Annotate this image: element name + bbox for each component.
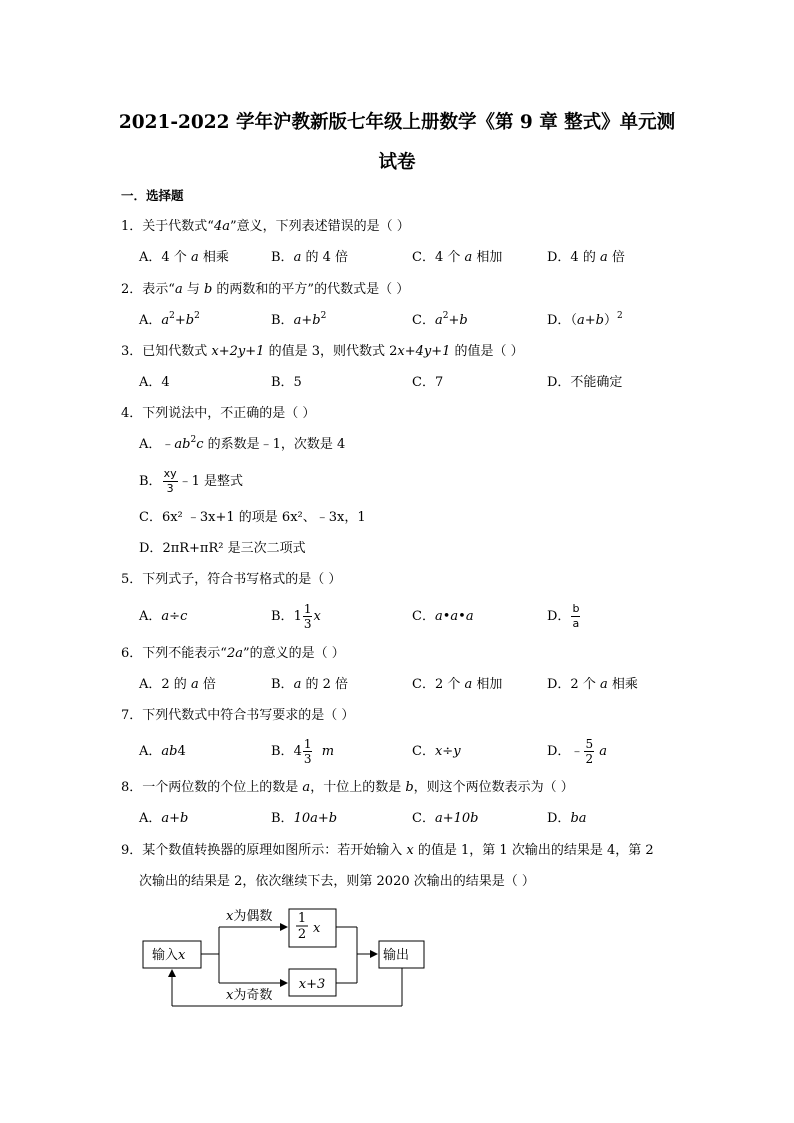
q8-option-b[interactable]: B．10a+b bbox=[271, 811, 338, 826]
q8-option-c[interactable]: C．a+10b bbox=[412, 811, 479, 826]
q7-option-c[interactable]: C．x÷y bbox=[412, 744, 461, 759]
plus-expr: x+3 bbox=[298, 977, 326, 992]
odd-condition: x为奇数 bbox=[226, 988, 273, 1003]
q2-option-a[interactable]: A．$a^2+b^2$ bbox=[139, 311, 200, 328]
question-6: 6．下列不能表示“2a”的意义的是（ ） bbox=[121, 646, 345, 661]
question-1 bbox=[121, 218, 410, 236]
half-denominator: 2 bbox=[297, 927, 307, 942]
q3-option-a[interactable]: A．4 bbox=[139, 375, 170, 390]
q8-option-a[interactable]: A．a+b bbox=[139, 811, 189, 826]
q8-option-d[interactable]: D．ba bbox=[547, 811, 587, 826]
q1-number: 1． bbox=[121, 219, 143, 234]
question-8: 8．一个两位数的个位上的数是 a，十位上的数是 b，则这个两位数表示为（ ） bbox=[121, 780, 574, 795]
q1-option-b[interactable]: B．a 的 4 倍 bbox=[271, 250, 348, 265]
question-2: 2．表示“a 与 b 的两数和的平方”的代数式是（ ） bbox=[121, 282, 410, 297]
input-label: 输入x bbox=[152, 948, 186, 963]
q3-option-b[interactable]: B．5 bbox=[271, 375, 302, 390]
even-condition: x为偶数 bbox=[226, 909, 273, 924]
half-numerator: 1 bbox=[297, 911, 307, 926]
number-converter-diagram bbox=[130, 900, 440, 1020]
q2-option-c[interactable]: C．$a^2+b$ bbox=[412, 311, 468, 328]
q7-option-b[interactable]: B．4 $\frac{1}{3}$ m bbox=[271, 737, 335, 766]
document-title-line1: 2021-2022 学年沪教新版七年级上册数学《第 9 章 整式》单元测 bbox=[118, 112, 676, 133]
q4-option-d[interactable]: D．2πR+πR² 是三次二项式 bbox=[139, 541, 306, 556]
q1-text-end: ”意义，下列表述错误的是（ ） bbox=[229, 219, 410, 234]
q2-option-d[interactable]: D．$(a+b)^2$ bbox=[547, 311, 623, 328]
q4-option-b[interactable]: B． $\frac{xy}{3}$ ﹣1 是整式 bbox=[139, 467, 243, 495]
q1-expr: 4a bbox=[213, 219, 230, 234]
question-4: 4．下列说法中，不正确的是（ ） bbox=[121, 406, 316, 421]
q6-option-d[interactable]: D．2 个 a 相乘 bbox=[547, 677, 638, 692]
question-3: 3．已知代数式 x+2y+1 的值是 3，则代数式 2x+4y+1 的值是（ ） bbox=[121, 344, 524, 359]
q1-text: 关于代数式“ bbox=[142, 219, 214, 234]
q5-option-b[interactable]: B．1 $\frac{1}{3}$ x bbox=[271, 602, 321, 631]
q1-option-d[interactable]: D．4 的 a 倍 bbox=[547, 250, 625, 265]
question-9: 9．某个数值转换器的原理如图所示：若开始输入 x 的值是 1，第 1 次输出的结果是 4，第 2 bbox=[121, 843, 654, 858]
q6-option-b[interactable]: B．a 的 2 倍 bbox=[271, 677, 348, 692]
q4-option-c[interactable]: C．6x² ﹣3x+1 的项是 6x²、﹣3x，1 bbox=[139, 510, 366, 525]
q6-option-a[interactable]: A．2 的 a 倍 bbox=[139, 677, 216, 692]
q6-option-c[interactable]: C．2 个 a 相加 bbox=[412, 677, 503, 692]
q5-option-a[interactable]: A．a÷c bbox=[139, 609, 188, 624]
section-heading: 一．选择题 bbox=[121, 188, 184, 203]
q3-option-d[interactable]: D．不能确定 bbox=[547, 375, 623, 390]
output-label: 输出 bbox=[383, 948, 410, 963]
q4-option-a[interactable]: A．$﹣ab^2c$ 的系数是﹣1，次数是 4 bbox=[139, 435, 346, 452]
q3-option-c[interactable]: C．7 bbox=[412, 375, 444, 390]
question-7: 7．下列代数式中符合书写要求的是（ ） bbox=[121, 708, 355, 723]
q5-option-c[interactable]: C．a•a•a bbox=[412, 609, 474, 624]
q7-option-d[interactable]: D．﹣ $\frac{5}{2}$ a bbox=[547, 737, 607, 766]
q1-option-a[interactable]: A．4 个 a 相乘 bbox=[139, 250, 229, 265]
q5-option-d[interactable]: D． $\frac{b}{a}$ bbox=[547, 602, 580, 630]
question-9-line2: 次输出的结果是 2，依次继续下去，则第 2020 次输出的结果是（ ） bbox=[139, 874, 535, 889]
q2-option-b[interactable]: B．$a+b^2$ bbox=[271, 311, 327, 328]
q7-option-a[interactable]: A．ab4 bbox=[139, 744, 186, 759]
question-5: 5．下列式子，符合书写格式的是（ ） bbox=[121, 572, 342, 587]
half-var: x bbox=[313, 921, 321, 936]
document-title-line2: 试卷 bbox=[378, 152, 416, 173]
q1-option-c[interactable]: C．4 个 a 相加 bbox=[412, 250, 503, 265]
